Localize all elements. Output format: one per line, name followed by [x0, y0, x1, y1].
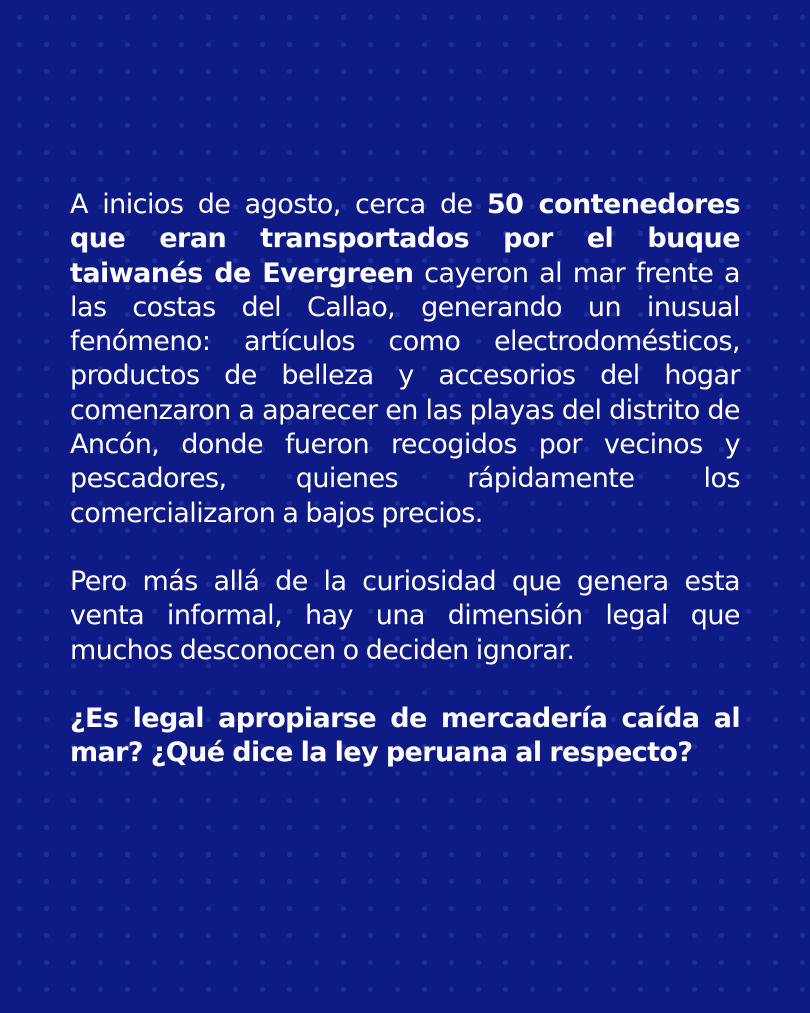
paragraph-legal-dimension: Pero más allá de la curiosidad que genera esta venta informal, hay una dimensión legal que muchos desconocen o deciden ignorar. [70, 565, 740, 666]
paragraph-intro [70, 188, 740, 531]
paragraph-intro-rest: cayeron al mar frente a las costas del Callao, generando un inusual fenómeno: artículos como electrodomésticos, productos de belleza y accesorios del hogar comenzaron a aparecer en las playas del distrito de Ancón, donde fueron recogidos por vecinos y pescadores, quienes rápidamente los comercializaron a bajos precios. [70, 257, 740, 529]
article-body [70, 188, 740, 770]
paragraph-intro-lead: A inicios de agosto, cerca de [70, 189, 487, 220]
paragraph-intro-highlight: 50 contenedores que eran transportados por el buque taiwanés de Evergreen [70, 189, 740, 289]
question-heading: ¿Es legal apropiarse de mercadería caída al mar? ¿Qué dice la ley peruana al respecto? [70, 702, 740, 769]
